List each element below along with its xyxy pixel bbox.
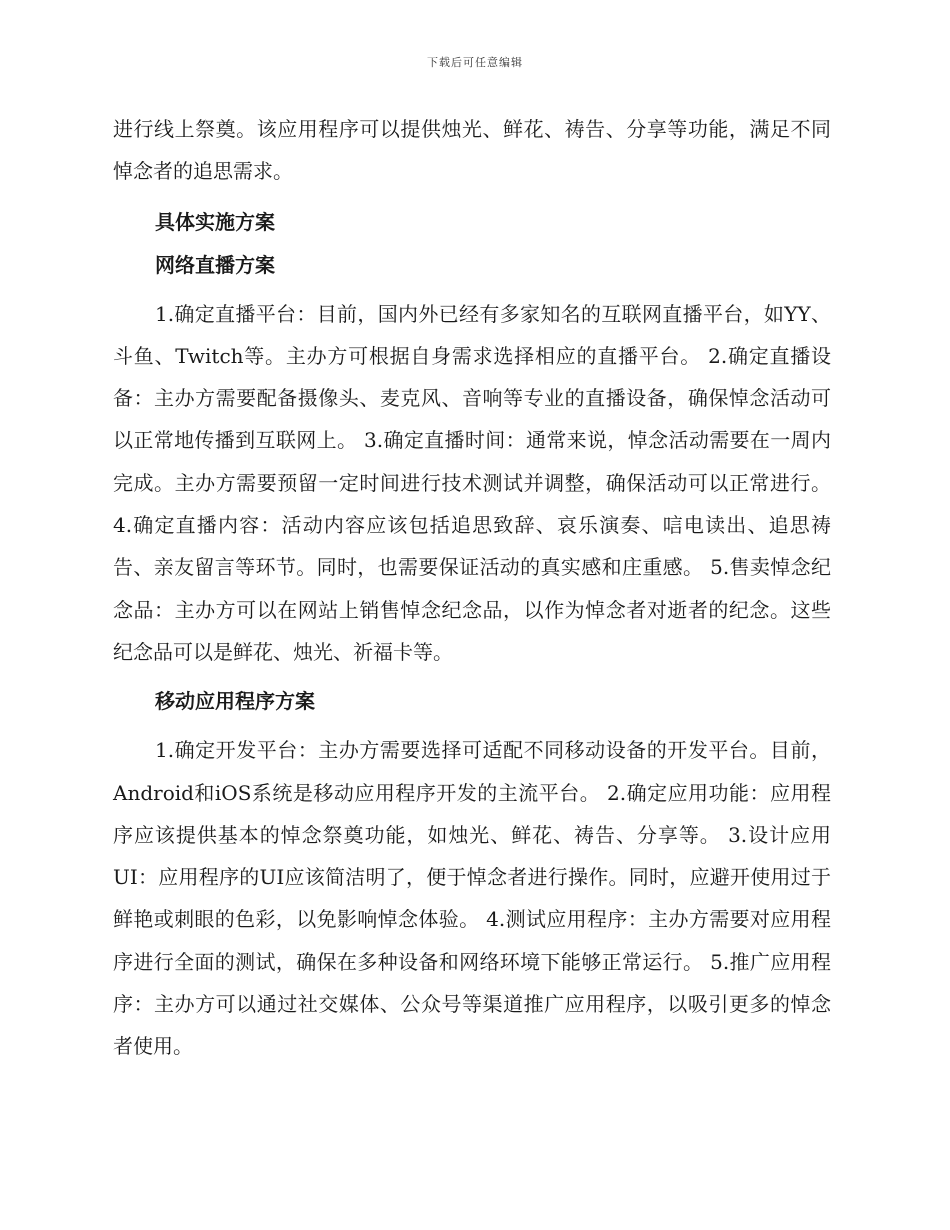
page-header: 下载后可任意编辑 xyxy=(427,56,523,69)
document-body xyxy=(113,108,831,1068)
intro-paragraph: 进行线上祭奠。该应用程序可以提供烛光、鲜花、祷告、分享等功能，满足不同悼念者的追思需求。 xyxy=(113,117,831,184)
section-heading-implementation: 具体实施方案 xyxy=(155,209,275,234)
mobile-app-paragraph: 1.确定开发平台：主办方需要选择可适配不同移动设备的开发平台。目前，Android和iOS系统是移动应用程序开发的主流平台。 2.确定应用功能：应用程序应该提供基本的悼念祭奠功能，如烛光、鲜花、祷告、分享等。 3.设计应用UI：应用程序的UI应该简洁明了，便于悼念者进行操作。同时，应避开使用过于鲜艳或刺眼的色彩，以免影响悼念体验。 4.测试应用程序：主办方需要对应用程序进行全面的测试，确保在多种设备和网络环境下能够正常运行。 5.推广应用程序：主办方可以通过社交媒体、公众号等渠道推广应用程序，以吸引更多的悼念者使用。 xyxy=(113,738,831,1059)
subsection-heading-livestream: 网络直播方案 xyxy=(155,252,275,277)
subsection-heading-mobile-app: 移动应用程序方案 xyxy=(155,689,315,714)
livestream-paragraph: 1.确定直播平台：目前，国内外已经有多家知名的互联网直播平台，如YY、斗鱼、Twitch等。主办方可根据自身需求选择相应的直播平台。 2.确定直播设备：主办方需要配备摄像头、麦克风、音响等专业的直播设备，确保悼念活动可以正常地传播到互联网上。 3.确定直播时间：通常来说，悼念活动需要在一周内完成。主办方需要预留一定时间进行技术测试并调整，确保活动可以正常进行。 4.确定直播内容：活动内容应该包括追思致辞、哀乐演奏、唁电读出、追思祷告、亲友留言等环节。同时，也需要保证活动的真实感和庄重感。 5.售卖悼念纪念品：主办方可以在网站上销售悼念纪念品，以作为悼念者对逝者的纪念。这些纪念品可以是鲜花、烛光、祈福卡等。 xyxy=(113,301,831,664)
